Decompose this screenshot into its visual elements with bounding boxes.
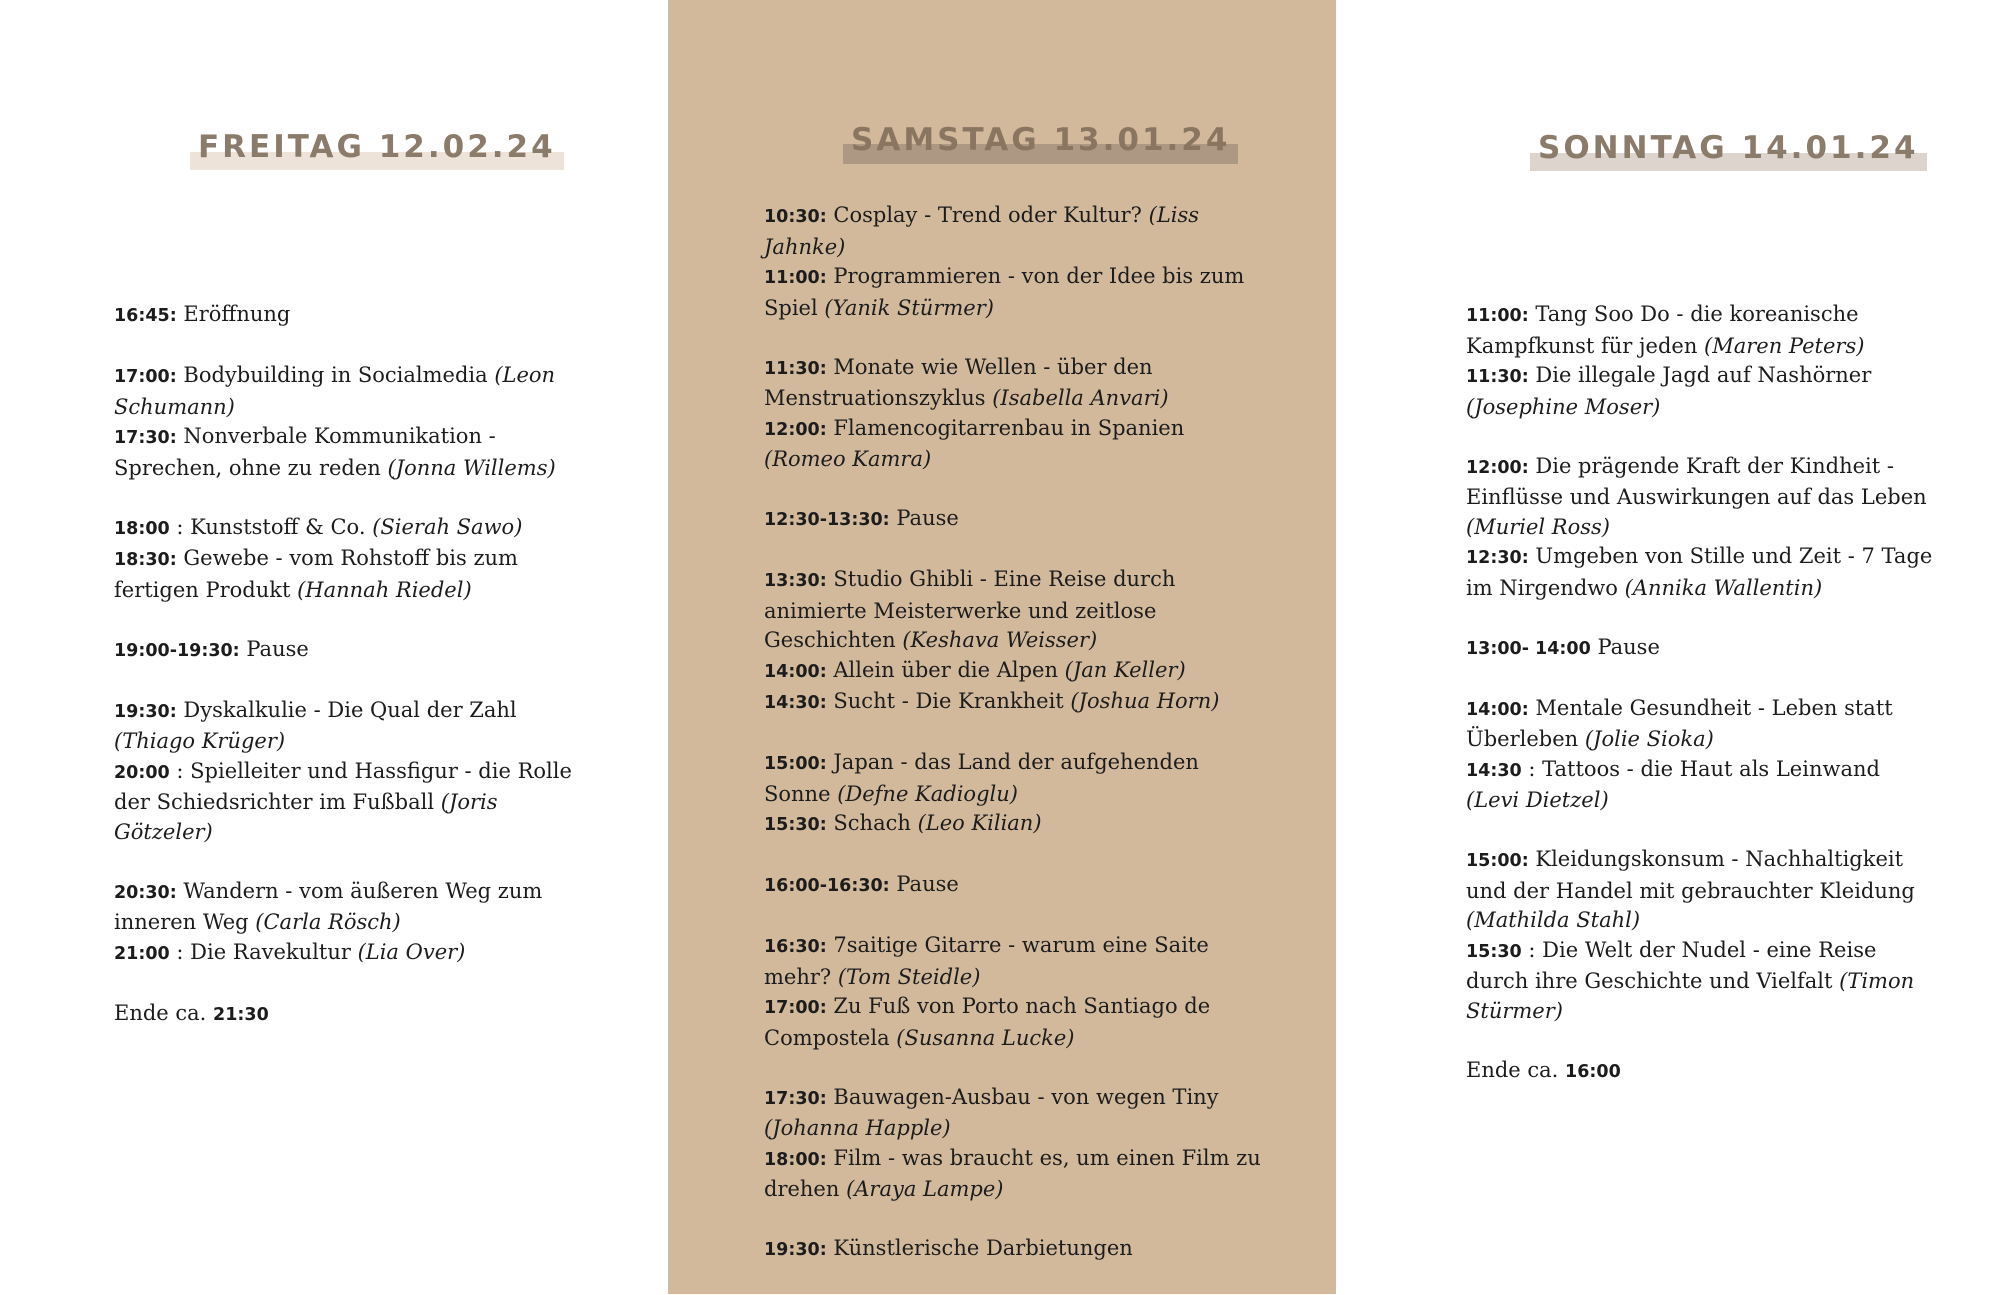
session-topic: Bauwagen-Ausbau - von wegen Tiny <box>833 1084 1219 1109</box>
session-entry <box>1466 361 1936 422</box>
session-topic: Pause <box>896 506 959 530</box>
session-time: 12:00: <box>764 419 827 440</box>
session-group <box>1466 300 1936 422</box>
session-time: 16:45: <box>114 306 177 326</box>
session-speaker: (Keshava Weisser) <box>902 628 1098 652</box>
session-time: 14:30 <box>1466 760 1522 781</box>
session-time: 18:30: <box>114 550 177 570</box>
session-entry <box>1466 755 1936 816</box>
session-group <box>1466 633 1936 665</box>
session-time: 18:00 <box>114 518 170 539</box>
session-topic: Nonverbale Kommunikation - Sprechen, ohne zu reden <box>114 424 496 480</box>
session-topic: Programmieren - von der Idee bis zum Spiel <box>764 264 1245 320</box>
session-topic: Wandern - vom äußeren Weg zum inneren Weg <box>114 878 543 934</box>
session-entry <box>114 757 584 848</box>
session-time: 15:30: <box>764 815 827 835</box>
session-time: 11:30: <box>764 358 827 379</box>
session-entry <box>764 414 1264 475</box>
session-entry <box>764 201 1264 262</box>
session-group <box>764 504 1264 536</box>
session-topic: Zu Fuß von Porto nach Santiago de Compostela <box>764 994 1211 1050</box>
session-speaker: (Josephine Moser) <box>1466 394 1661 419</box>
session-time: 15:00: <box>764 754 827 774</box>
session-entry <box>114 513 584 545</box>
schedule-list <box>114 300 584 1030</box>
session-entry <box>764 809 1264 841</box>
session-topic: Cosplay - Trend oder Kultur? <box>833 203 1142 227</box>
session-speaker: (Tom Steidle) <box>837 964 981 989</box>
session-entry <box>764 931 1264 992</box>
session-entry <box>764 262 1264 323</box>
day-title: SAMSTAG 13.01.24 <box>843 120 1238 160</box>
session-time: 14:00: <box>1466 699 1529 720</box>
session-entry <box>114 938 584 970</box>
session-group <box>764 870 1264 902</box>
session-time: 11:00: <box>1466 306 1529 326</box>
session-entry <box>1466 452 1936 543</box>
session-topic: Monate wie Wellen - über den Menstruationszyklus <box>764 354 1153 410</box>
session-group <box>114 513 584 606</box>
session-time: 15:30 <box>1466 941 1522 962</box>
session-time: 14:00: <box>764 661 827 682</box>
session-group <box>764 748 1264 841</box>
session-group <box>764 565 1264 719</box>
session-topic: Film - was braucht es, um einen Film zu drehen <box>764 1145 1261 1201</box>
session-speaker: (Defne Kadioglu) <box>837 781 1018 806</box>
session-speaker: (Jolie Sioka) <box>1584 727 1714 751</box>
session-entry <box>114 877 584 938</box>
session-topic: Sucht - Die Krankheit <box>833 689 1064 713</box>
session-entry <box>1466 694 1936 755</box>
session-speaker: (Thiago Krüger) <box>114 729 286 753</box>
session-speaker: (Hannah Riedel) <box>297 577 472 602</box>
session-entry <box>764 504 1264 536</box>
session-time: 16:30: <box>764 937 827 957</box>
session-time: 13:30: <box>764 571 827 591</box>
closing-time-line <box>1466 1056 1936 1088</box>
session-entry <box>764 870 1264 902</box>
session-topic: Pause <box>246 636 309 661</box>
session-topic: : Die Welt der Nudel - eine Reise durch ihre Geschichte und Vielfalt <box>1466 937 1877 993</box>
session-speaker: (Maren Peters) <box>1704 333 1865 358</box>
day-title: FREITAG 12.02.24 <box>190 127 564 167</box>
session-time: 19:00-19:30: <box>114 640 240 661</box>
closing-time-line <box>114 999 584 1031</box>
session-time: 14:30: <box>764 693 827 713</box>
session-entry <box>764 1144 1264 1205</box>
session-time: 12:00: <box>1466 457 1529 478</box>
session-time: 12:30-13:30: <box>764 510 890 530</box>
session-speaker: (Romeo Kamra) <box>764 447 932 471</box>
schedule-list <box>764 201 1264 1295</box>
session-topic: Flamencogitarrenbau in Spanien <box>833 415 1185 440</box>
session-time: 17:00: <box>114 367 177 387</box>
session-topic: Pause <box>896 872 959 896</box>
session-topic: Gewebe - vom Rohstoff bis zum fertigen Produkt <box>114 546 518 602</box>
session-group <box>764 1083 1264 1205</box>
session-entry <box>764 1083 1264 1144</box>
session-time: 21:00 <box>114 943 170 964</box>
session-time: 13:00- 14:00 <box>1466 638 1591 659</box>
session-speaker: (Leon Schumann) <box>114 363 556 419</box>
session-time: 20:30: <box>114 882 177 903</box>
session-time: 19:30: <box>114 701 177 722</box>
session-entry <box>1466 300 1936 361</box>
session-topic: Dyskalkulie - Die Qual der Zahl <box>183 697 517 722</box>
session-time: 11:30: <box>1466 367 1529 387</box>
session-group <box>764 931 1264 1053</box>
session-group <box>764 353 1264 475</box>
session-speaker: (Susanna Lucke) <box>896 1025 1075 1050</box>
session-topic: Studio Ghibli - Eine Reise durch animierte Meisterwerke und zeitlose Geschichten <box>764 567 1176 652</box>
session-entry <box>764 748 1264 809</box>
session-speaker: (Mathilda Stahl) <box>1466 908 1641 932</box>
closing-time: 21:30 <box>213 1004 269 1025</box>
closing-label: Ende ca. <box>1466 1057 1559 1082</box>
session-entry <box>764 992 1264 1053</box>
session-topic: : Tattoos - die Haut als Leinwand <box>1528 756 1880 781</box>
session-group <box>114 635 584 667</box>
day-column-sunday <box>1336 0 2000 1294</box>
schedule-list <box>1466 300 1936 1087</box>
session-topic: : Kunststoff & Co. <box>176 514 366 539</box>
session-entry <box>764 565 1264 656</box>
session-entry <box>114 635 584 667</box>
session-topic: Mentale Gesundheit - Leben statt Überleben <box>1466 695 1893 751</box>
session-speaker: (Lia Over) <box>357 939 466 964</box>
session-group <box>1466 845 1936 1026</box>
session-entry <box>764 656 1264 688</box>
session-entry <box>1466 633 1936 665</box>
session-group <box>764 1234 1264 1266</box>
session-entry <box>114 544 584 605</box>
session-topic: Japan - das Land der aufgehenden Sonne <box>764 750 1199 806</box>
session-speaker: (Sierah Sawo) <box>372 514 523 539</box>
session-group <box>114 361 584 483</box>
day-column-friday <box>0 0 668 1294</box>
session-topic: : Die Ravekultur <box>176 939 351 964</box>
session-speaker: (Isabella Anvari) <box>992 386 1169 410</box>
session-time: 16:00-16:30: <box>764 876 890 896</box>
session-speaker: (Timon Stürmer) <box>1466 969 1915 1023</box>
session-speaker: (Jonna Willems) <box>387 455 556 480</box>
session-entry <box>114 300 584 332</box>
day-title: SONNTAG 14.01.24 <box>1530 128 1927 168</box>
session-time: 12:30: <box>1466 548 1529 568</box>
session-speaker: (Liss Jahnke) <box>764 203 1200 259</box>
session-entry <box>114 696 584 757</box>
day-column-saturday <box>668 0 1336 1294</box>
session-speaker: (Leo Kilian) <box>917 811 1042 835</box>
session-entry <box>1466 936 1936 1027</box>
session-time: 20:00 <box>114 762 170 783</box>
session-time: 15:00: <box>1466 851 1529 871</box>
session-entry <box>1466 542 1936 603</box>
session-speaker: (Joris Götzeler) <box>114 790 498 844</box>
session-topic: Pause <box>1597 634 1660 659</box>
session-speaker: (Johanna Happle) <box>764 1116 951 1140</box>
session-time: 17:30: <box>764 1088 827 1109</box>
session-speaker: (Araya Lampe) <box>846 1177 1004 1201</box>
session-topic: : Spielleiter und Hassfigur - die Rolle der Schiedsrichter im Fußball <box>114 758 572 814</box>
session-topic: Kleidungskonsum - Nachhaltigkeit und der Handel mit gebrauchter Kleidung <box>1466 847 1915 903</box>
session-time: 10:30: <box>764 207 827 227</box>
session-entry <box>1466 845 1936 936</box>
session-group <box>114 300 584 332</box>
session-entry <box>764 353 1264 414</box>
session-speaker: (Levi Dietzel) <box>1466 788 1609 812</box>
closing-label: Ende ca. <box>114 1000 207 1025</box>
session-speaker: (Joshua Horn) <box>1070 689 1220 713</box>
session-group <box>1466 694 1936 816</box>
session-topic: Schach <box>833 811 911 835</box>
session-time: 18:00: <box>764 1149 827 1170</box>
session-topic: Allein über die Alpen <box>833 657 1058 682</box>
session-group <box>764 201 1264 323</box>
session-speaker: (Jan Keller) <box>1064 657 1186 682</box>
session-speaker: (Yanik Stürmer) <box>824 295 994 320</box>
session-time: 19:30: <box>764 1240 827 1260</box>
session-speaker: (Muriel Ross) <box>1466 514 1610 539</box>
session-topic: Die illegale Jagd auf Nashörner <box>1535 363 1872 387</box>
session-speaker: (Carla Rösch) <box>255 910 401 934</box>
session-topic: Bodybuilding in Socialmedia <box>183 363 488 387</box>
session-speaker: (Annika Wallentin) <box>1624 575 1823 600</box>
session-group <box>114 877 584 970</box>
session-topic: 7saitige Gitarre - warum eine Saite mehr? <box>764 933 1209 989</box>
session-time: 11:00: <box>764 268 827 288</box>
session-group <box>114 696 584 848</box>
closing-time: 16:00 <box>1565 1061 1621 1082</box>
session-entry <box>764 1234 1264 1266</box>
session-topic: Die prägende Kraft der Kindheit - Einflüsse und Auswirkungen auf das Leben <box>1466 453 1927 509</box>
session-time: 17:30: <box>114 428 177 448</box>
session-entry <box>114 422 584 483</box>
session-entry <box>114 361 584 422</box>
session-topic: Eröffnung <box>183 302 291 326</box>
session-group <box>1466 452 1936 604</box>
session-time: 17:00: <box>764 998 827 1018</box>
session-topic: Umgeben von Stille und Zeit - 7 Tage im Nirgendwo <box>1466 544 1933 600</box>
session-entry <box>764 687 1264 719</box>
session-topic: Tang Soo Do - die koreanische Kampfkunst für jeden <box>1466 302 1859 358</box>
session-topic: Künstlerische Darbietungen <box>833 1236 1133 1260</box>
